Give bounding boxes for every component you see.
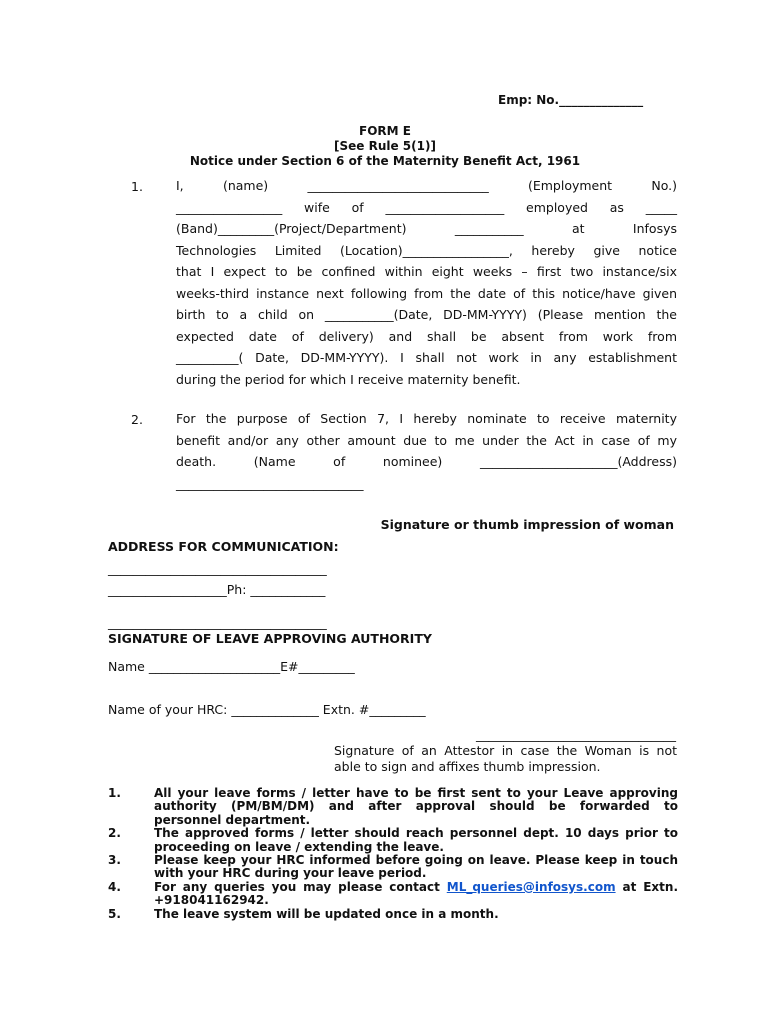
note-text — [154, 854, 678, 881]
paragraph-line: birth to a child on ___________(Date, DD-MM-YYYY) (Please mention the — [176, 307, 677, 322]
note-line — [154, 881, 678, 894]
form-rule: [See Rule 5(1)] — [334, 139, 436, 153]
form-title-block — [150, 124, 620, 169]
note-number: 3. — [108, 853, 121, 868]
note-line: Please keep your HRC informed before going on leave. Please keep in touch — [154, 853, 678, 868]
note-text-part: For any queries you may please contact — [154, 879, 447, 894]
note-line: with your HRC during your leave period. — [154, 866, 427, 881]
paragraph-line: Technologies Limited (Location)_________________, hereby give notice — [176, 242, 677, 258]
attestor-signature-line: ________________________________ — [476, 727, 676, 742]
note-number: 2. — [108, 826, 121, 841]
note-line: proceeding on leave / extending the leave. — [154, 839, 444, 854]
approver-signature-line: ___________________________________ — [108, 615, 327, 630]
paragraph-line: that I expect to be confined within eight weeks – first two instance/six — [176, 264, 677, 279]
address-phone-line: ___________________Ph: ____________ — [108, 582, 326, 597]
notes-list — [108, 787, 678, 921]
form-notice-title: Notice under Section 6 of the Maternity Benefit Act, 1961 — [189, 154, 581, 168]
note-item — [108, 881, 678, 908]
note-item — [108, 827, 678, 854]
item-2-paragraph — [176, 408, 677, 494]
paragraph-line: during the period for which I receive maternity benefit. — [176, 371, 521, 387]
paragraph-line: ______________________________ — [176, 475, 364, 491]
item-1-paragraph — [176, 175, 677, 390]
note-line: authority (PM/BM/DM) and after approval should be forwarded to — [154, 799, 678, 814]
note-number: 4. — [108, 879, 121, 894]
attestor-text-line: Signature of an Attestor in case the Woman is not — [334, 743, 677, 758]
paragraph-line: For the purpose of Section 7, I hereby nominate to receive maternity — [176, 411, 677, 426]
email-link[interactable]: ML_queries@infosys.com — [446, 879, 616, 894]
note-text — [154, 787, 678, 827]
paragraph-line: __________( Date, DD-MM-YYYY). I shall not work in any establishment — [176, 350, 677, 365]
paragraph-line: weeks-third instance next following from the date of this notice/have given — [176, 285, 677, 301]
paragraph-line: death. (Name of nominee) ______________________(Address) — [176, 454, 677, 469]
note-item — [108, 787, 678, 827]
address-line: ___________________________________ — [108, 561, 327, 576]
note-text — [154, 881, 678, 908]
note-line: personnel department. — [154, 812, 311, 827]
signature-woman-label: Signature or thumb impression of woman — [380, 517, 674, 532]
paragraph-line: benefit and/or any other amount due to me under the Act in case of my — [176, 432, 677, 448]
note-text-part: at Extn. — [615, 879, 679, 894]
note-line: All your leave forms / letter have to be first sent to your Leave approving — [154, 786, 678, 800]
note-text — [154, 908, 678, 921]
address-heading: ADDRESS FOR COMMUNICATION: — [108, 539, 339, 554]
item-number: 2. — [131, 412, 143, 427]
paragraph-line: expected date of delivery) and shall be absent from work from — [176, 328, 677, 344]
attestor-text — [334, 743, 677, 774]
note-line: +918041162942. — [154, 893, 269, 908]
approver-heading: SIGNATURE OF LEAVE APPROVING AUTHORITY — [108, 631, 432, 646]
note-number: 5. — [108, 906, 121, 921]
note-number: 1. — [108, 786, 121, 800]
form-title: FORM E — [359, 124, 411, 138]
note-line: The leave system will be updated once in a month. — [154, 906, 499, 921]
approver-name-line: Name _____________________E#_________ — [108, 659, 355, 674]
note-text — [154, 827, 678, 854]
paragraph-line: I, (name) _____________________________ (Employment No.) — [176, 178, 677, 193]
paragraph-line: _________________ wife of ___________________ employed as _____ — [176, 199, 677, 215]
hrc-line: Name of your HRC: ______________ Extn. #_________ — [108, 702, 426, 717]
note-item — [108, 908, 678, 921]
paragraph-line: (Band)_________(Project/Department) ___________ at Infosys — [176, 221, 677, 236]
emp-no: Emp: No.______________ — [498, 93, 644, 107]
note-line: The approved forms / letter should reach personnel dept. 10 days prior to — [154, 826, 678, 841]
item-number: 1. — [131, 179, 143, 194]
attestor-text-line: able to sign and affixes thumb impression. — [334, 758, 601, 774]
note-item — [108, 854, 678, 881]
